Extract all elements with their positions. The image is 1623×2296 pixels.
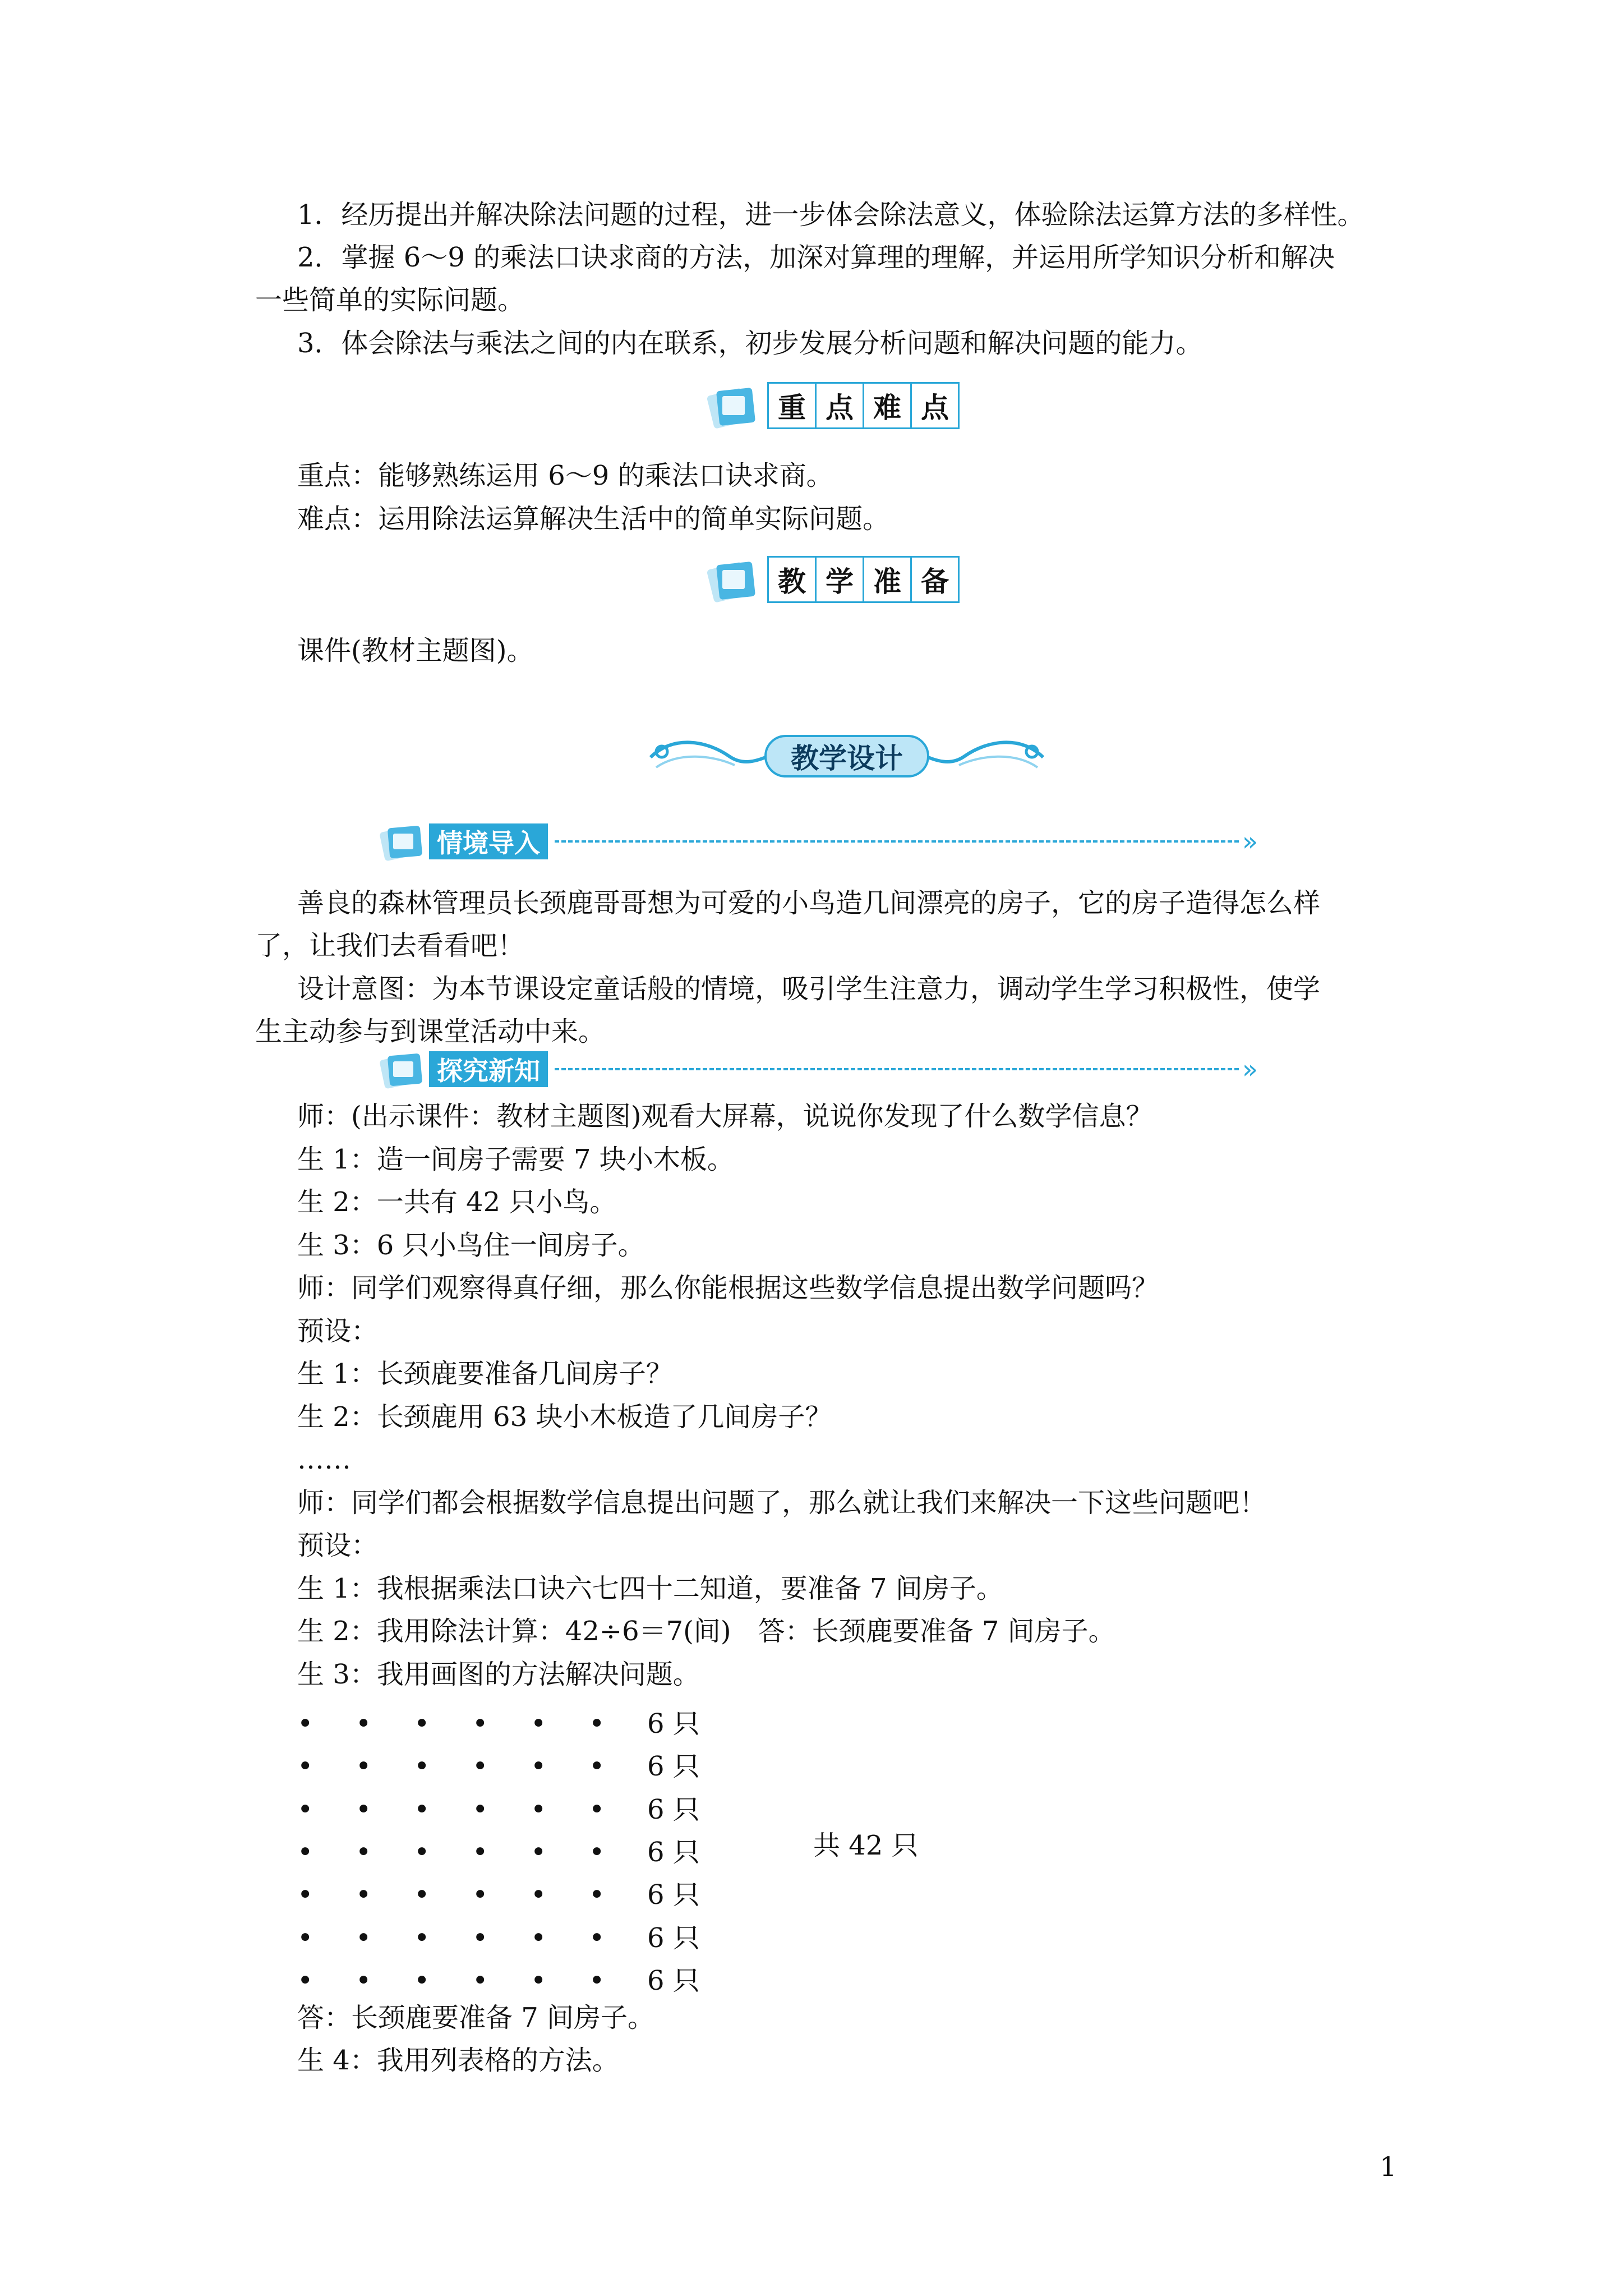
dot: • xyxy=(297,1922,313,1954)
row-count-label: 6 只 xyxy=(647,1879,700,1911)
dot: • xyxy=(589,1751,605,1783)
key-points-header xyxy=(706,381,958,430)
dot: • xyxy=(472,1836,488,1868)
total-label: 共 42 只 xyxy=(813,1830,919,1861)
dot: • xyxy=(356,1751,372,1783)
dialogue-line: 生 3：6 只小鸟住一间房子。 xyxy=(297,1230,645,1261)
dot: • xyxy=(531,1836,547,1868)
dot: • xyxy=(356,1964,372,1996)
explore-tag xyxy=(379,1048,1258,1091)
intro-line: 了，让我们去看看吧！ xyxy=(255,930,525,961)
dot: • xyxy=(414,1879,430,1911)
row-count-label: 6 只 xyxy=(647,1836,700,1868)
dot: • xyxy=(472,1879,488,1911)
page-number: 1 xyxy=(1380,2151,1397,2183)
dialogue-line: 生 1：长颈鹿要准备几间房子？ xyxy=(297,1358,673,1389)
dot: • xyxy=(531,1879,547,1911)
dot: • xyxy=(414,1751,430,1783)
row-count-label: 6 只 xyxy=(647,1708,700,1740)
dashed-divider xyxy=(555,1068,1239,1070)
dot: • xyxy=(531,1922,547,1954)
dot: • xyxy=(356,1922,372,1954)
header-char: 教 xyxy=(767,556,817,603)
dot: • xyxy=(414,1708,430,1740)
dot: • xyxy=(297,1879,313,1911)
header-char: 点 xyxy=(815,382,864,429)
dot-row xyxy=(297,1874,700,1916)
tag-label: 情境导入 xyxy=(429,823,548,859)
dot-row xyxy=(297,1745,700,1788)
double-chevron-icon: » xyxy=(1242,1054,1258,1084)
objective-1: 1．经历提出并解决除法问题的过程，进一步体会除法意义，体验除法运算方法的多样性。 xyxy=(297,199,1364,231)
dot: • xyxy=(589,1964,605,1996)
dot: • xyxy=(414,1836,430,1868)
folder-icon xyxy=(379,1048,429,1091)
dialogue-line: 生 2：长颈鹿用 63 块小木板造了几间房子？ xyxy=(297,1401,832,1433)
dialogue-line: 师：同学们都会根据数学信息提出问题了，那么就让我们来解决一下这些问题吧！ xyxy=(297,1487,1267,1519)
dot: • xyxy=(589,1836,605,1868)
objective-2-cont: 一些简单的实际问题。 xyxy=(255,284,525,316)
row-count-label: 6 只 xyxy=(647,1964,700,1996)
dot: • xyxy=(297,1708,313,1740)
dot: • xyxy=(531,1793,547,1825)
dot: • xyxy=(472,1793,488,1825)
folder-icon xyxy=(379,820,429,863)
folder-icon xyxy=(706,381,762,430)
dot: • xyxy=(297,1793,313,1825)
dot: • xyxy=(356,1708,372,1740)
objective-2: 2．掌握 6～9 的乘法口诀求商的方法，加深对算理的理解，并运用所学知识分析和解决 xyxy=(297,242,1335,273)
row-count-label: 6 只 xyxy=(647,1751,700,1783)
intro-tag xyxy=(379,820,1258,863)
folder-icon xyxy=(706,555,762,604)
dot-row xyxy=(297,1788,700,1831)
dot: • xyxy=(414,1964,430,1996)
dot-row xyxy=(297,1917,700,1959)
dot: • xyxy=(414,1922,430,1954)
dialogue-line: 生 2：一共有 42 只小鸟。 xyxy=(297,1186,617,1218)
dialogue-line: 师：(出示课件：教材主题图)观看大屏幕，说说你发现了什么数学信息？ xyxy=(297,1101,1153,1132)
dot-row xyxy=(297,1703,700,1745)
dot: • xyxy=(472,1751,488,1783)
objective-3: 3．体会除法与乘法之间的内在联系，初步发展分析问题和解决问题的能力。 xyxy=(297,328,1203,359)
dot: • xyxy=(589,1708,605,1740)
dot: • xyxy=(297,1836,313,1868)
design-intent: 设计意图：为本节课设定童话般的情境，吸引学生注意力，调动学生学习积极性，使学 xyxy=(297,973,1321,1005)
dialogue-line: 预设： xyxy=(297,1315,379,1347)
dot: • xyxy=(297,1751,313,1783)
prep-text: 课件(教材主题图)。 xyxy=(297,635,534,666)
dialogue-line: 生 4：我用列表格的方法。 xyxy=(297,2045,619,2076)
dot: • xyxy=(531,1708,547,1740)
double-chevron-icon: » xyxy=(1242,826,1258,857)
prep-header xyxy=(706,555,958,604)
dot: • xyxy=(472,1708,488,1740)
ellipsis: …… xyxy=(297,1444,351,1475)
intro-line: 善良的森林管理员长颈鹿哥哥想为可爱的小鸟造几间漂亮的房子，它的房子造得怎么样 xyxy=(297,887,1321,919)
dot: • xyxy=(472,1922,488,1954)
teaching-design-banner xyxy=(639,724,1054,791)
answer-line: 答：长颈鹿要准备 7 间房子。 xyxy=(297,2002,655,2033)
dot: • xyxy=(356,1793,372,1825)
difficult-point: 难点：运用除法运算解决生活中的简单实际问题。 xyxy=(297,503,890,535)
dialogue-line: 生 3：我用画图的方法解决问题。 xyxy=(297,1659,700,1690)
dot: • xyxy=(589,1879,605,1911)
dialogue-line: 预设： xyxy=(297,1530,379,1561)
dot: • xyxy=(472,1964,488,1996)
dialogue-line: 生 1：我根据乘法口诀六七四十二知道，要准备 7 间房子。 xyxy=(297,1573,1003,1604)
dialogue-line: 生 2：我用除法计算：42÷6＝7(间) 答：长颈鹿要准备 7 间房子。 xyxy=(297,1616,1115,1647)
dot: • xyxy=(356,1879,372,1911)
header-char: 重 xyxy=(767,382,817,429)
banner-label: 教学设计 xyxy=(791,742,903,775)
header-char: 备 xyxy=(910,556,960,603)
header-char: 点 xyxy=(910,382,960,429)
tag-label: 探究新知 xyxy=(429,1051,548,1087)
row-count-label: 6 只 xyxy=(647,1922,700,1954)
dashed-divider xyxy=(555,840,1239,843)
header-char: 准 xyxy=(863,556,912,603)
dot-row xyxy=(297,1831,700,1874)
dialogue-line: 生 1：造一间房子需要 7 块小木板。 xyxy=(297,1144,734,1175)
dot-row xyxy=(297,1959,700,2002)
dot: • xyxy=(531,1751,547,1783)
design-intent-cont: 生主动参与到课堂活动中来。 xyxy=(255,1016,606,1047)
row-count-label: 6 只 xyxy=(647,1793,700,1825)
dialogue-line: 师：同学们观察得真仔细，那么你能根据这些数学信息提出数学问题吗？ xyxy=(297,1272,1159,1304)
dot: • xyxy=(297,1964,313,1996)
dot: • xyxy=(356,1836,372,1868)
header-char: 难 xyxy=(863,382,912,429)
dot: • xyxy=(589,1922,605,1954)
key-point: 重点：能够熟练运用 6～9 的乘法口诀求商。 xyxy=(297,460,833,491)
dot: • xyxy=(531,1964,547,1996)
dot: • xyxy=(589,1793,605,1825)
header-char: 学 xyxy=(815,556,864,603)
dot: • xyxy=(414,1793,430,1825)
